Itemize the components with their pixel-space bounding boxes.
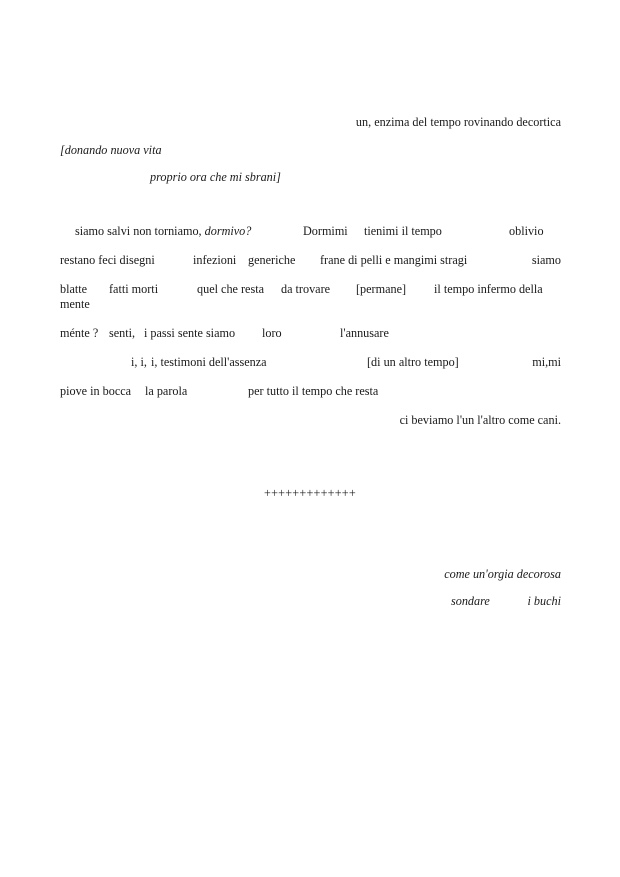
poem-line-8-part-a: i, i, — [131, 355, 147, 369]
poem-line-4-text: siamo salvi non torniamo, — [75, 224, 202, 238]
poem-line-6-part-g: mente — [60, 297, 90, 311]
poem-line-6-part-c: quel che resta — [197, 282, 264, 296]
poem-line-6-part-f: il tempo infermo della — [434, 282, 543, 296]
coda-line-1: come un'orgia decorosa — [444, 567, 561, 581]
section-separator: +++++++++++++ — [264, 486, 356, 500]
poem-line-5-part-e: siamo — [531, 253, 561, 267]
poem-line-9-part-c: per tutto il tempo che resta — [248, 384, 379, 398]
poem-line-9-part-a: piove in bocca — [60, 384, 132, 398]
poem-line-7-part-c: i passi sente siamo — [144, 326, 236, 340]
poem-line-4-part-b: Dormimi — [303, 224, 348, 238]
poem-line-3: proprio ora che mi sbrani] — [150, 170, 281, 184]
poem-line-5-part-d: frane di pelli e mangimi stragi — [320, 253, 468, 267]
poem-line-7-part-b: senti, — [109, 326, 136, 340]
poem-line-9-part-b: la parola — [145, 384, 188, 398]
poem-line-4-part-a — [75, 224, 251, 238]
poem-line-2: [donando nuova vita — [60, 143, 162, 157]
poem-line-4-part-c: tienimi il tempo — [364, 224, 442, 238]
poem-line-5-part-b: infezioni — [193, 253, 237, 267]
poem-line-7-part-d: loro — [262, 326, 282, 340]
poem-line-1: un, enzima del tempo rovinando decortica — [355, 115, 561, 129]
poem-line-5-part-c: generiche — [248, 253, 296, 267]
poem-line-6-part-d: da trovare — [281, 282, 331, 296]
poem-line-5-part-a: restano feci disegni — [60, 253, 155, 267]
poem-line-7-part-a: ménte ? — [60, 326, 99, 340]
coda-line-2-part-b: i buchi — [527, 594, 561, 608]
coda-line-2-part-a: sondare — [451, 594, 490, 608]
poem-line-8-part-d: mi,mi — [532, 355, 561, 369]
poem-line-4-part-d: oblivio — [509, 224, 544, 238]
poem-line-4-italic: dormivo? — [204, 224, 252, 238]
poem-line-8-part-b: i, testimoni dell'assenza — [151, 355, 267, 369]
poem-line-7-part-e: l'annusare — [340, 326, 389, 340]
poem-line-6-part-b: fatti morti — [109, 282, 159, 296]
poem-line-6-part-e: [permane] — [356, 282, 407, 296]
poem-line-10: ci beviamo l'un l'altro come cani. — [399, 413, 561, 427]
poem-line-6-part-a: blatte — [60, 282, 88, 296]
poem-line-8-part-c: [di un altro tempo] — [367, 355, 459, 369]
